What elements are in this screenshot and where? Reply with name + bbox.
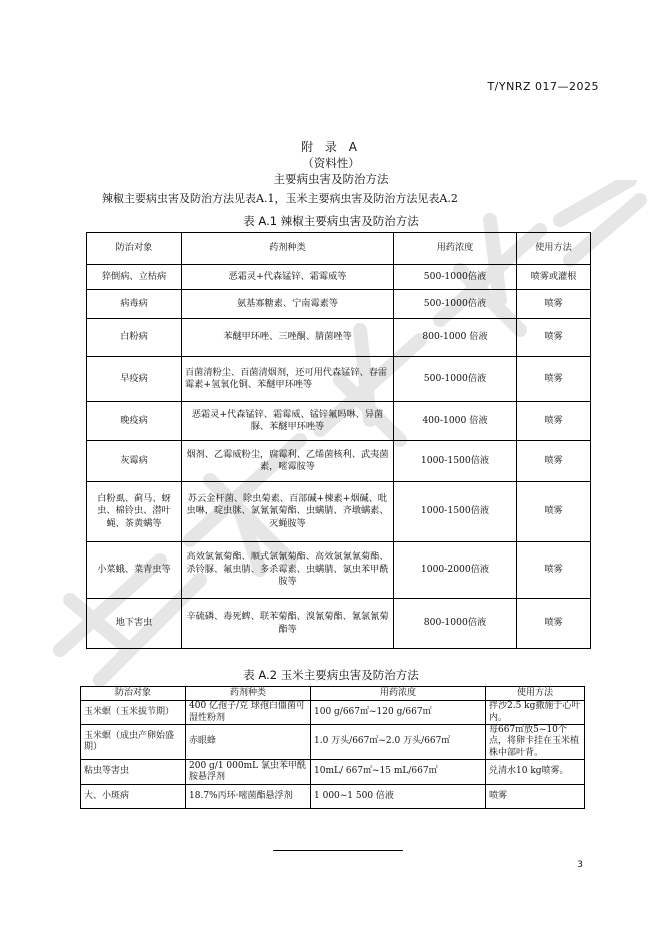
table-cell: 喷雾 bbox=[517, 290, 591, 319]
table-cell: 10mL/ 667㎡~15 mL/667㎡ bbox=[311, 759, 486, 784]
table-cell: 1.0 万头/667㎡~2.0 万头/667㎡ bbox=[311, 725, 486, 760]
table-cell: 百菌清粉尘、百菌清烟剂，还可用代森锰锌、春雷霉素+氢氧化铜、苯醚甲环唑等 bbox=[182, 357, 394, 402]
table-row bbox=[87, 441, 591, 482]
table-cell: 拌沙2.5 kg撒施于心叶内。 bbox=[486, 701, 585, 725]
appendix-heading: 主要病虫害及防治方法 bbox=[273, 172, 389, 186]
table-cell: 喷雾 bbox=[486, 784, 585, 808]
table-cell: 兑清水10 kg喷雾。 bbox=[486, 759, 585, 784]
table-cell: 灰霉病 bbox=[87, 441, 182, 482]
table-a1 bbox=[86, 232, 591, 649]
table-row bbox=[87, 599, 591, 649]
table-cell: 猝倒病、立枯病 bbox=[87, 265, 182, 290]
table-cell: 玉米螟（玉米拔节期） bbox=[81, 701, 186, 725]
table-cell: 喷雾或灌根 bbox=[517, 265, 591, 290]
column-header: 用药浓度 bbox=[311, 687, 486, 701]
table-cell: 200 g/1 000mL 氯虫苯甲酰胺悬浮剂 bbox=[186, 759, 311, 784]
table-cell: 喷雾 bbox=[517, 357, 591, 402]
table-row bbox=[87, 265, 591, 290]
intro-paragraph: 辣椒主要病虫害及防治方法见表A.1，玉米主要病虫害及防治方法见表A.2 bbox=[102, 192, 458, 205]
table-cell: 烟剂、乙霉威粉尘，腐霉利、乙烯菌核利、武夷菌素，嘧霉胺等 bbox=[182, 441, 394, 482]
table-cell: 恶霜灵+代森锰锌、霜霉威等 bbox=[182, 265, 394, 290]
table-cell: 赤眼蜂 bbox=[186, 725, 311, 760]
table-cell: 喷雾 bbox=[517, 482, 591, 542]
footer-rule bbox=[273, 850, 403, 851]
table-cell: 早疫病 bbox=[87, 357, 182, 402]
table-cell: 喷雾 bbox=[517, 542, 591, 599]
table-cell: 500-1000倍液 bbox=[394, 265, 517, 290]
table-row bbox=[87, 542, 591, 599]
table-cell: 1000-1500倍液 bbox=[394, 482, 517, 542]
table-cell: 晚疫病 bbox=[87, 402, 182, 441]
table-cell: 小菜蛾、菜青虫等 bbox=[87, 542, 182, 599]
table-cell: 500-1000倍液 bbox=[394, 290, 517, 319]
table-cell: 喷雾 bbox=[517, 319, 591, 357]
column-header: 药剂种类 bbox=[182, 233, 394, 265]
table-row bbox=[87, 402, 591, 441]
column-header: 使用方法 bbox=[486, 687, 585, 701]
table-cell: 100 g/667㎡~120 g/667㎡ bbox=[311, 701, 486, 725]
column-header: 用药浓度 bbox=[394, 233, 517, 265]
table-row bbox=[81, 725, 585, 760]
table-a2-caption: 表 A.2 玉米主要病虫害及防治方法 bbox=[243, 668, 419, 682]
table-cell: 1000-1500倍液 bbox=[394, 441, 517, 482]
table-cell: 大、小斑病 bbox=[81, 784, 186, 808]
appendix-nature: （资料性） bbox=[302, 156, 360, 170]
column-header: 药剂种类 bbox=[186, 687, 311, 701]
table-cell: 辛硫磷、毒死蜱、联苯菊酯、溴氰菊酯、氰氯氰菊酯等 bbox=[182, 599, 394, 649]
table-cell: 1 000~1 500 倍液 bbox=[311, 784, 486, 808]
table-row bbox=[81, 784, 585, 808]
table-cell: 高效氯氰菊酯、顺式氯氰菊酯、高效氯氰氰菊酯、杀铃脲、氟虫腈、多杀霉素、虫螨腈、氯虫苯甲酰胺等 bbox=[182, 542, 394, 599]
table-cell: 苯醚甲环唑、三唑酮、腈菌唑等 bbox=[182, 319, 394, 357]
table-cell: 地下害虫 bbox=[87, 599, 182, 649]
table-cell: 800-1000倍液 bbox=[394, 599, 517, 649]
table-cell: 400 亿孢子/克 球孢白僵菌可湿性粉剂 bbox=[186, 701, 311, 725]
column-header: 防治对象 bbox=[81, 687, 186, 701]
table-cell: 氨基寡糖素、宁南霉素等 bbox=[182, 290, 394, 319]
table-cell: 恶霜灵+代森锰锌、霜霉威、锰锌氟吗啉、异菌脲、苯醚甲环唑等 bbox=[182, 402, 394, 441]
table-header-row bbox=[81, 687, 585, 701]
column-header: 防治对象 bbox=[87, 233, 182, 265]
table-a2 bbox=[80, 686, 585, 809]
table-cell: 喷雾 bbox=[517, 441, 591, 482]
table-cell: 每667㎡放5~10个点，将卵卡挂在玉米植株中部叶背。 bbox=[486, 725, 585, 760]
table-cell: 18.7%丙环·嘧菌酯悬浮剂 bbox=[186, 784, 311, 808]
table-cell: 1000-2000倍液 bbox=[394, 542, 517, 599]
table-cell: 玉米螟（成虫产卵始盛期） bbox=[81, 725, 186, 760]
table-cell: 喷雾 bbox=[517, 402, 591, 441]
table-row bbox=[87, 357, 591, 402]
column-header: 使用方法 bbox=[517, 233, 591, 265]
table-a1-caption: 表 A.1 辣椒主要病虫害及防治方法 bbox=[243, 214, 419, 228]
table-row bbox=[81, 759, 585, 784]
table-cell: 病毒病 bbox=[87, 290, 182, 319]
table-cell: 白粉虱、蓟马、蚜虫、棉铃虫、潜叶蝇、茶黄螨等 bbox=[87, 482, 182, 542]
table-row bbox=[87, 319, 591, 357]
table-cell: 苏云金杆菌、除虫菊素、百部碱+楝素+烟碱、吡虫啉，啶虫脒、氯氰氰菊酯、虫螨腈、齐墩螨素、灭蝇胺等 bbox=[182, 482, 394, 542]
table-row bbox=[81, 701, 585, 725]
table-cell: 800-1000 倍液 bbox=[394, 319, 517, 357]
appendix-title: 附 录 A bbox=[301, 140, 361, 154]
table-row bbox=[87, 482, 591, 542]
table-cell: 500-1000倍液 bbox=[394, 357, 517, 402]
table-cell: 400-1000 倍液 bbox=[394, 402, 517, 441]
table-cell: 喷雾 bbox=[517, 599, 591, 649]
table-header-row bbox=[87, 233, 591, 265]
table-row bbox=[87, 290, 591, 319]
table-cell: 粘虫等害虫 bbox=[81, 759, 186, 784]
table-cell: 白粉病 bbox=[87, 319, 182, 357]
page-number: 3 bbox=[577, 860, 583, 870]
document-code: T/YNRZ 017—2025 bbox=[487, 80, 599, 93]
